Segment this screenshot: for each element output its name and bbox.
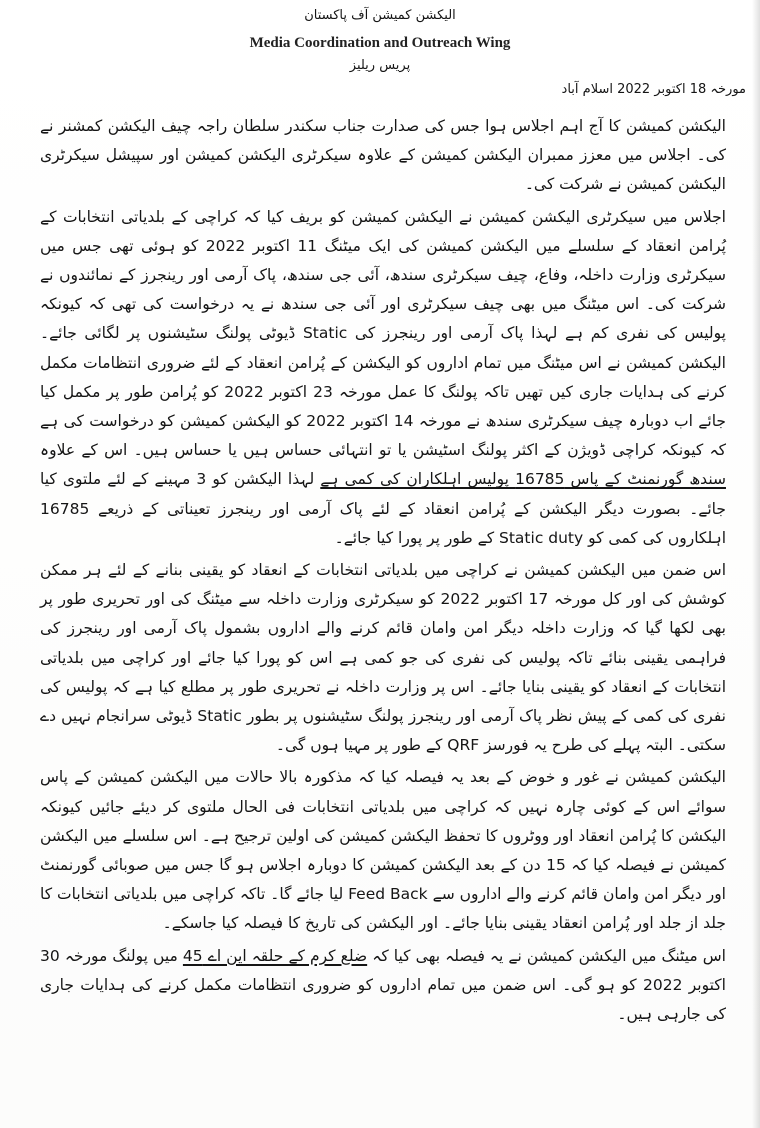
na45-text-before: اس میٹنگ میں الیکشن کمیشن نے یہ فیصلہ بھی کیا کہ [372,946,726,965]
paragraph-briefing [40,203,726,553]
date-line: مورخہ 18 اکتوبر 2022 اسلام آباد [561,82,746,97]
paragraph-na45 [40,942,726,1030]
briefing-text-after: لہذا الیکشن کو 3 مہینے کے لئے ملتوی کیا جائے۔ بصورت دیگر الیکشن کے پُرامن انعقاد کے لئے پاک آرمی اور رینجرز تعیناتی کے ذریعے 16785 اہلکاروں کی کمی کو Static duty کے طور پر پورا کیا جائے۔ [40,470,726,547]
briefing-text-before: اجلاس میں سیکرٹری الیکشن کمیشن نے الیکشن کمیشن کو بریف کیا کہ کراچی کے بلدیاتی انتخابات کے پُرامن انعقاد کے سلسلے میں الیکشن کمیشن کی ایک میٹنگ 11 اکتوبر 2022 کو ہوئی تھی جس میں سیکرٹری وزارت داخلہ، وفاع، چیف سیکرٹری سندھ، آئی جی سندھ، پاک آرمی اور رینجرز کے نمائندوں نے شرکت کی۔ اس میٹنگ میں بھی چیف سیکرٹری اور آئی جی سندھ نے یہ درخواست کی تھی کہ کیونکہ پولیس کی نفری کم ہے لہذا پاک آرمی اور رینجرز کی Static ڈیوٹی پولنگ سٹیشنوں پر لگائی جائے۔ الیکشن کمیشن نے اس میٹنگ میں تمام اداروں کو الیکشن کے پُرامن انعقاد کے لئے ضروری انتظامات مکمل کرنے کی ہدایات جاری کیں تھیں تاکہ پولنگ کا عمل مورخہ 23 اکتوبر 2022 کو پُرامن طور پر مکمل کیا جائے اب دوبارہ چیف سیکرٹری سندھ نے مورخہ 14 اکتوبر 2022 کو الیکشن کمیشن کو درخواست کی ہے کہ کیونکہ کراچی ڈویژن کے اکثر پولنگ اسٹیشن یا تو انتہائی حساس ہیں یا حساس ہیں۔ اس کے علاوہ [40,207,727,460]
wing-title: Media Coordination and Outreach Wing [249,35,511,51]
release-body [40,112,726,1029]
press-release-label: پریس ریلیز [349,58,411,73]
police-shortage-underlined: سندھ گورنمنٹ کے پاس 16785 پولیس اہلکاران کی کمی ہے [320,470,726,489]
page-edge-shadow [752,0,760,1128]
na45-text-after: میں پولنگ مورخہ 30 اکتوبر 2022 کو ہو گی۔ اس ضمن میں تمام اداروں کو ضروری انتظامات مکمل کرنے کی ہدایات جاری کی جارہی ہیں۔ [40,946,726,1024]
paragraph-meeting-intro: الیکشن کمیشن کا آج اہم اجلاس ہوا جس کی صدارت جناب سکندر سلطان راجہ چیف الیکشن کمشنر نے کی۔ اجلاس میں معزز ممبران الیکشن کمیشن کے علاوہ سیکرٹری الیکشن کمیشن اور سپیشل سیکرٹری الیکشن کمیشن نے شرکت کی۔ [40,117,726,194]
organization-title-urdu: الیکشن کمیشن آف پاکستان [304,8,456,23]
na45-underlined: ضلع کرم کے حلقہ این اے 45 [182,946,368,965]
paragraph-decision: الیکشن کمیشن نے غور و خوض کے بعد یہ فیصلہ کیا کہ مذکورہ بالا حالات میں الیکشن کمیشن کے پاس سوائے اس کے کوئی چارہ نہیں کہ کراچی میں بلدیاتی انتخابات فی الحال ملتوی کر دیئے جائیں کیونکہ الیکشن کا پُرامن انعقاد اور ووٹروں کا تحفظ الیکشن کمیشن کی اولین ترجیح ہے۔ اس سلسلے میں الیکشن کمیشن نے فیصلہ کیا کہ 15 دن کے بعد الیکشن کمیشن کا دوبارہ اجلاس ہو گا جس میں صوبائی گورنمنٹ اور دیگر امن وامان قائم کرنے والے اداروں سے Feed Back لیا جائے گا۔ تاکہ کراچی میں بلدیاتی انتخابات کا جلد از جلد اور پُرامن انعقاد یقینی بنایا جائے۔ اور الیکشن کی تاریخ کا فیصلہ کیا جاسکے۔ [40,768,726,933]
paragraph-interior-ministry: اس ضمن میں الیکشن کمیشن نے کراچی میں بلدیاتی انتخابات کے انعقاد کو یقینی بنانے کے لئے ہر ممکن کوشش کی اور کل مورخہ 17 اکتوبر 2022 کو سیکرٹری وزارت داخلہ سے میٹنگ کی اور تحریری طور پر بھی لکھا گیا کہ وزارت داخلہ دیگر امن وامان قائم کرنے والے اداروں بشمول پاک آرمی اور رینجرز کی فراہمی یقینی بنائے تاکہ پولیس کی نفری کی جو کمی ہے اس کو پورا کیا جائے اور کراچی میں بلدیاتی انتخابات کے انعقاد کو یقینی بنایا جائے۔ اس پر وزارت داخلہ نے تحریری طور پر مطلع کیا ہے کہ پولیس کی نفری کی کمی کے پیش نظر پاک آرمی اور رینجرز پولنگ سٹیشنوں پر بطور Static ڈیوٹی سرانجام نہیں دے سکتی۔ البتہ پہلے کی طرح یہ فورسز QRF کے طور پر مہیا ہوں گی۔ [40,561,726,755]
